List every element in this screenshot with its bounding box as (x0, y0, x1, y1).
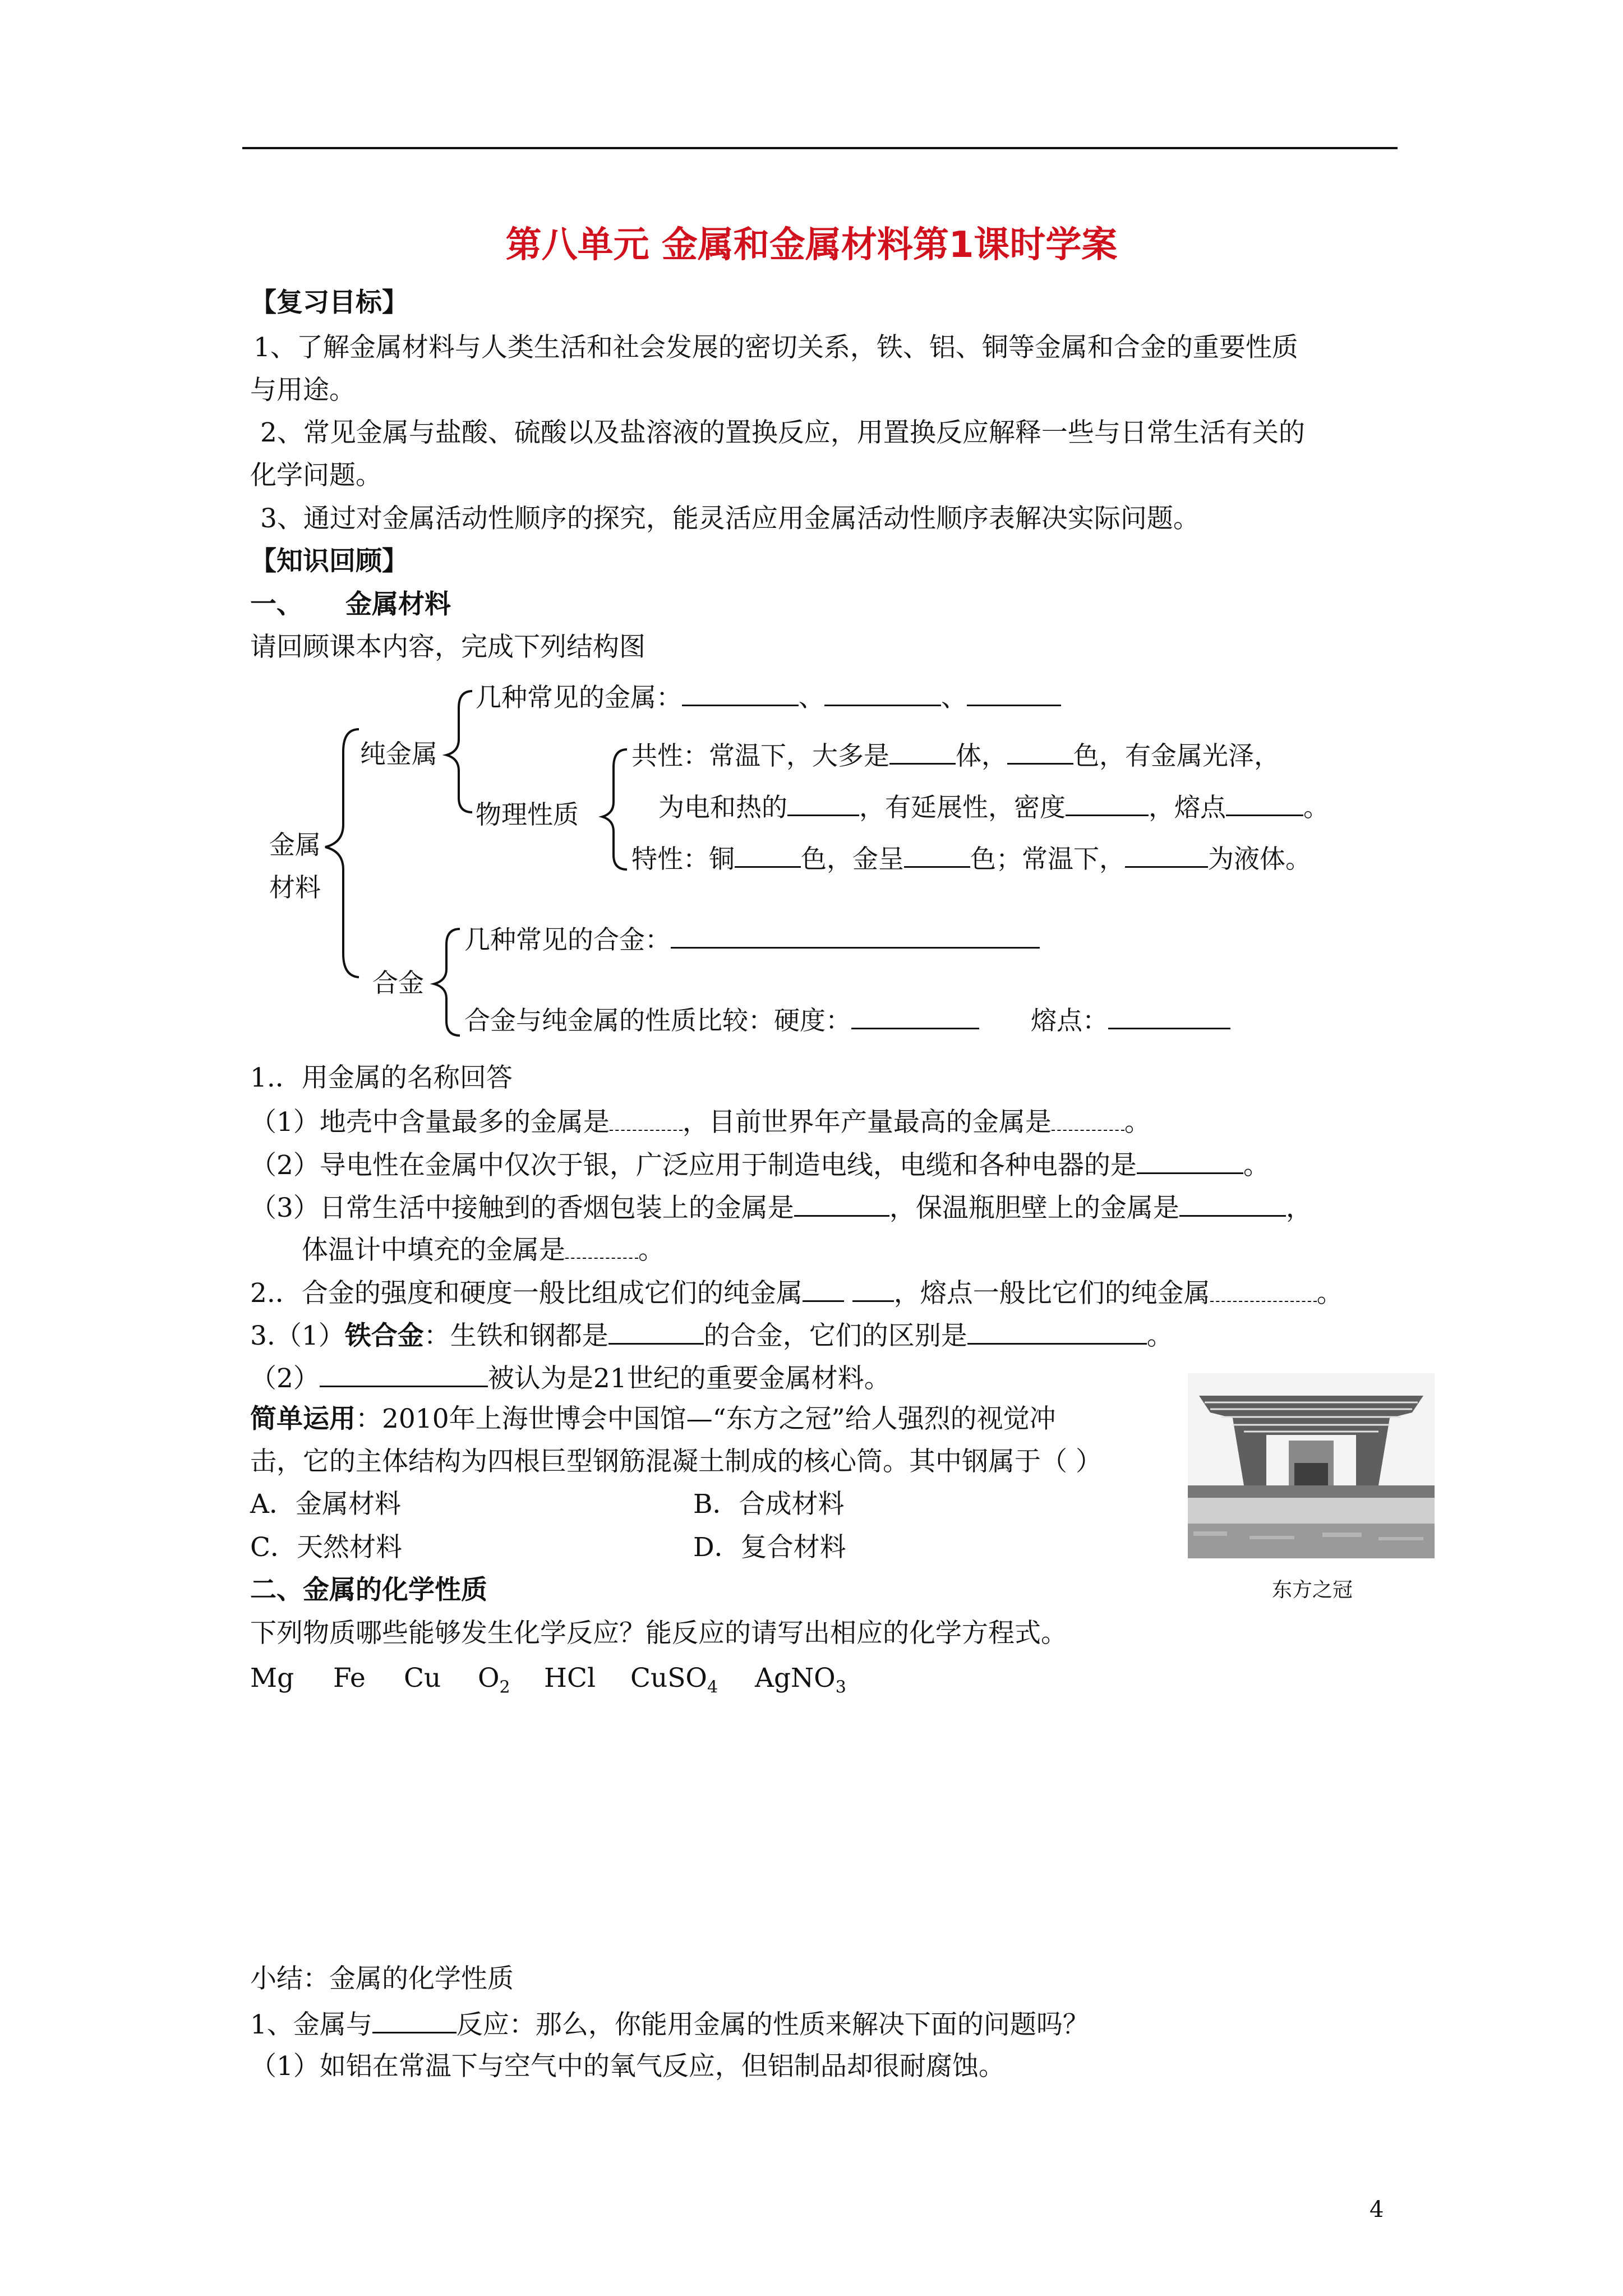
blank-crust-metal[interactable] (610, 1103, 683, 1131)
common-property-prefix: 共性：常温下，大多是 (631, 740, 889, 771)
blank-iron-alloy-of[interactable] (608, 1316, 704, 1345)
photo-caption: 东方之冠 (1272, 1579, 1353, 1602)
blank-difference[interactable] (967, 1316, 1147, 1345)
root-label-line-1: 金属 (269, 830, 321, 860)
cuso4-symbol: CuSO (630, 1663, 707, 1694)
goal-3: 3、通过对金属活动性顺序的探究，能灵活应用金属活动性顺序表解决实际问题。 (260, 503, 1200, 534)
agno3-subscript: 3 (835, 1677, 846, 1697)
substance-o2 (478, 1660, 510, 1705)
blank-conductor[interactable] (787, 788, 859, 816)
common-alloys-label: 几种常见的合金： (464, 924, 671, 955)
cuso4-subscript: 4 (707, 1677, 718, 1697)
q1-p3-c-end: 。 (638, 1235, 665, 1266)
review-goals-header: 【复习目标】 (250, 287, 408, 318)
q2-end: 。 (1316, 1278, 1343, 1309)
blank-21st-century-metal[interactable] (320, 1359, 488, 1387)
root-brace (325, 729, 359, 977)
q3-end: 。 (1146, 1320, 1173, 1351)
common-property-line (631, 736, 1280, 772)
q1-p3-text-c: 体温计中填充的金属是 (302, 1235, 565, 1266)
q1-p3-text-b: ，保温瓶胆壁上的金属是 (889, 1193, 1179, 1223)
option-d[interactable]: D．复合材料 (693, 1532, 846, 1563)
q1-head: 1.．用金属的名称回答 (250, 1062, 513, 1093)
physical-property-label: 物理性质 (476, 799, 579, 830)
substance-cuso4 (630, 1660, 718, 1705)
blank-metal-2[interactable] (824, 678, 941, 706)
blank-hardness[interactable] (851, 1001, 979, 1029)
blank-state[interactable] (889, 736, 956, 765)
blank-copper-color[interactable] (735, 839, 801, 868)
blank-color[interactable] (1007, 736, 1073, 765)
q3-p2-text: 被认为是21世纪的重要金属材料。 (487, 1363, 891, 1394)
q1-p1-text-a: （1）地壳中含量最多的金属是 (250, 1107, 610, 1138)
conductivity-end: 。 (1303, 792, 1329, 822)
page-number: 4 (1370, 2197, 1384, 2223)
q2-line (250, 1273, 1343, 1312)
blank-thermos-metal[interactable] (1179, 1188, 1286, 1217)
special-gold: 色，金呈 (801, 844, 904, 874)
application-label: 简单运用 (250, 1404, 356, 1434)
q3-line-2 (250, 1359, 891, 1397)
special-liquid: 为液体。 (1208, 844, 1311, 874)
substance-cu: Cu (404, 1663, 441, 1694)
q1-p1-text-b: ，目前世界年产量最高的金属是 (682, 1107, 1052, 1138)
common-alloys-line (464, 920, 1040, 956)
application-line-2: 击，它的主体结构为四根巨型钢筋混凝土制成的核心筒。其中钢属于（ ） (250, 1446, 1102, 1477)
page-title: 第八单元 金属和金属材料第1课时学案 (505, 224, 1118, 266)
summary-item-1-b: 反应：那么，你能用金属的性质来解决下面的问题吗？ (456, 2009, 1089, 2040)
blank-strength-1[interactable] (803, 1273, 844, 1302)
special-copper: 特性：铜 (631, 844, 735, 874)
q1-p1-end: 。 (1124, 1107, 1151, 1138)
blank-metal-1[interactable] (682, 678, 799, 706)
summary-item-1 (250, 2005, 1089, 2043)
summary-item-1-a: 1、金属与 (250, 2009, 372, 2040)
alloy-label: 合金 (372, 968, 424, 998)
q3-line-1 (250, 1316, 1173, 1354)
blank-conductive-metal[interactable] (1137, 1145, 1243, 1174)
q3-p2-number: （2） (250, 1363, 320, 1394)
conductivity-prefix: 为电和热的 (658, 792, 787, 822)
common-property-ti: 体， (956, 740, 1007, 771)
pure-metal-label: 纯金属 (360, 739, 437, 769)
root-label-line-2: 材料 (269, 872, 321, 903)
blank-alloy-melting[interactable] (1108, 1001, 1230, 1029)
diagram-instruction: 请回顾课本内容，完成下列结构图 (250, 632, 645, 662)
alloy-compare-line (464, 1001, 1230, 1037)
density-label: ，有延展性，密度 (859, 792, 1066, 822)
q1-part-2 (250, 1145, 1270, 1184)
blank-thermometer-metal[interactable] (565, 1231, 638, 1259)
section-1-title: 金属材料 (345, 589, 451, 620)
conductivity-line (658, 788, 1329, 824)
q1-part-3 (250, 1188, 1312, 1226)
blank-melting-point[interactable] (1226, 788, 1303, 816)
physical-brace (602, 749, 627, 869)
q1-p3-text-a: （3）日常生活中接触到的香烟包装上的金属是 (250, 1193, 794, 1223)
agno3-symbol: AgNO (755, 1663, 836, 1694)
q2-text-b: ，熔点一般比它们的纯金属 (893, 1278, 1210, 1309)
option-c[interactable]: C．天然材料 (250, 1532, 402, 1563)
o2-subscript: 2 (499, 1677, 510, 1697)
application-text-1: ：2010年上海世博会中国馆—“东方之冠”给人强烈的视觉冲 (356, 1404, 1056, 1434)
china-pavilion-photo (1188, 1373, 1435, 1558)
q1-part-3-cont (302, 1231, 665, 1268)
blank-strength-2[interactable] (852, 1273, 894, 1302)
q1-p2-text: （2）导电性在金属中仅次于银，广泛应用于制造电线，电缆和各种电器的是 (250, 1150, 1137, 1181)
blank-production-metal[interactable] (1052, 1103, 1124, 1131)
goal-2-line-1: 2、常见金属与盐酸、硫酸以及盐溶液的置换反应，用置换反应解释一些与日常生活有关的 (260, 417, 1305, 448)
pure-metal-brace (446, 691, 472, 812)
substance-hcl: HCl (544, 1663, 596, 1694)
alloy-brace (434, 929, 460, 1036)
common-metals-line: 几种常见的金属： 、 、 (476, 678, 1061, 714)
q3-text-a: ：生铁和钢都是 (423, 1320, 608, 1351)
blank-common-alloys[interactable] (671, 920, 1040, 949)
q3-number: 3.（1） (250, 1320, 345, 1351)
goal-1-line-1: 1、了解金属材料与人类生活和社会发展的密切关系，铁、铝、铜等金属和合金的重要性质 (253, 332, 1298, 363)
blank-gold-color[interactable] (904, 839, 970, 868)
q1-part-1 (250, 1103, 1151, 1140)
option-b[interactable]: B．合成材料 (693, 1489, 845, 1520)
application-line-1 (250, 1401, 1056, 1437)
blank-density[interactable] (1066, 788, 1149, 816)
substance-agno3 (755, 1660, 846, 1705)
blank-react-with[interactable] (372, 2005, 457, 2033)
q3-iron-alloy: 铁合金 (344, 1320, 424, 1351)
summary-item-1-question: （1）如铝在常温下与空气中的氧气反应，但铝制品却很耐腐蚀。 (250, 2051, 1005, 2082)
section-2-title: 二、金属的化学性质 (250, 1575, 487, 1605)
o2-symbol: O (478, 1663, 500, 1694)
substance-mg: Mg (250, 1663, 294, 1694)
special-property-line (631, 839, 1311, 876)
q3-text-b: 的合金，它们的区别是 (703, 1320, 967, 1351)
substance-fe: Fe (333, 1663, 366, 1694)
knowledge-header: 【知识回顾】 (250, 546, 408, 577)
alloy-hardness-label: 合金与纯金属的性质比较：硬度： (464, 1005, 851, 1036)
alloy-melting-label: 熔点： (1031, 1005, 1108, 1036)
q2-text-a: 2.．合金的强度和硬度一般比组成它们的纯金属 (250, 1278, 803, 1309)
summary-title: 小结：金属的化学性质 (250, 1963, 514, 1994)
melting-point-label: ，熔点 (1149, 792, 1226, 822)
goal-1-line-2: 与用途。 (250, 375, 356, 406)
goal-2-line-2: 化学问题。 (250, 460, 382, 491)
option-a[interactable]: A．金属材料 (250, 1489, 401, 1520)
blank-cigarette-metal[interactable] (794, 1188, 889, 1217)
common-property-se: 色，有金属光泽， (1073, 740, 1280, 771)
blank-metal-3[interactable] (967, 678, 1061, 706)
section-2-question: 下列物质哪些能够发生化学反应？能反应的请写出相应的化学方程式。 (250, 1618, 1067, 1649)
special-room-temp: 色；常温下， (970, 844, 1125, 874)
q1-p3-end: ， (1285, 1193, 1312, 1223)
common-metals-label: 几种常见的金属： (476, 682, 682, 712)
q1-p2-end: 。 (1243, 1150, 1270, 1181)
blank-liquid-metal[interactable] (1125, 839, 1208, 868)
section-1-number: 一、 (250, 589, 303, 620)
blank-melting-compare[interactable] (1210, 1274, 1317, 1302)
